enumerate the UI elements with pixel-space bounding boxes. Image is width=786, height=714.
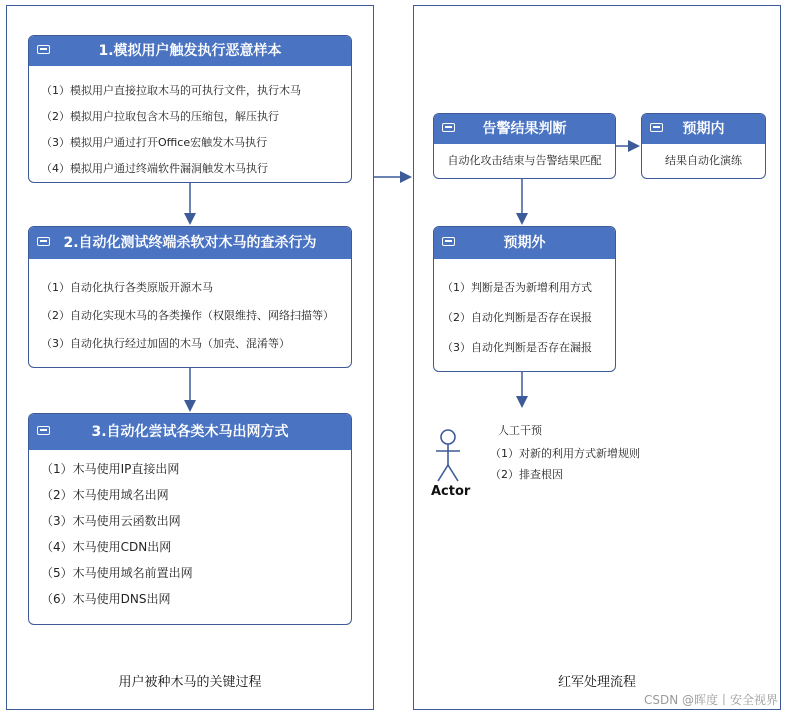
expected-in-header [642,114,765,144]
right-panel-caption: 红军处理流程 [557,675,636,690]
step1-title: 1.模拟用户触发执行恶意样本 [98,43,282,59]
alert-judgment-title: 告警结果判断 [482,121,567,137]
expected-out-item: （1）判断是否为新增利用方式 [442,281,592,294]
expected-out-title: 预期外 [503,235,546,251]
manual-intervention-item: （1）对新的利用方式新增规则 [490,447,640,460]
expected-in-box [641,113,766,179]
step3-item: （6）木马使用DNS出网 [41,592,171,606]
step3-item: （4）木马使用CDN出网 [41,540,172,554]
step2-item: （2）自动化实现木马的各类操作（权限维持、网络扫描等） [41,309,334,322]
step3-item: （2）木马使用域名出网 [41,488,169,502]
step2-item: （3）自动化执行经过加固的木马（加壳、混淆等） [41,337,290,350]
step3-body [29,450,351,624]
step2-body [29,259,351,367]
step2-title: 2.自动化测试终端杀软对木马的查杀行为 [63,235,317,251]
alert-judgment-box [433,113,616,179]
alert-judgment-header [434,114,615,144]
alert-judgment-body [434,144,615,178]
step2-box [28,226,352,368]
expected-out-box [433,226,616,372]
step1-item: （4）模拟用户通过终端软件漏洞触发木马执行 [41,162,268,175]
expected-out-item: （3）自动化判断是否存在漏报 [442,341,592,354]
step3-header [29,414,351,450]
window-icon [442,123,455,132]
window-icon [650,123,663,132]
window-icon [442,237,455,246]
window-icon [37,237,50,246]
window-icon [37,426,50,435]
actor-label: Actor [431,484,471,499]
manual-intervention-item: （2）排查根因 [490,468,563,481]
step3-box [28,413,352,625]
step1-item: （2）模拟用户拉取包含木马的压缩包，解压执行 [41,110,279,123]
alert-judgment-text: 自动化攻击结束与告警结果匹配 [447,154,602,167]
step3-item: （1）木马使用IP直接出网 [41,462,180,476]
step3-title: 3.自动化尝试各类木马出网方式 [91,424,289,440]
manual-intervention-title: 人工干预 [498,424,542,437]
step1-item: （1）模拟用户直接拉取木马的可执行文件，执行木马 [41,84,301,97]
expected-in-body [642,144,765,178]
expected-in-text: 结果自动化演练 [665,154,742,167]
window-icon [37,45,50,54]
step3-item: （5）木马使用域名前置出网 [41,566,193,580]
expected-out-body [434,259,615,371]
step1-item: （3）模拟用户通过打开Office宏触发木马执行 [41,136,268,149]
expected-out-header [434,227,615,259]
expected-out-item: （2）自动化判断是否存在误报 [442,311,592,324]
expected-in-title: 预期内 [682,121,725,137]
step1-box [28,35,352,183]
step2-header [29,227,351,259]
step2-item: （1）自动化执行各类原版开源木马 [41,281,213,294]
step1-body [29,66,351,182]
step1-header [29,36,351,66]
watermark: CSDN @晖度丨安全视界 [643,693,778,707]
left-panel-caption: 用户被种木马的关键过程 [118,675,262,690]
step3-item: （3）木马使用云函数出网 [41,514,181,528]
